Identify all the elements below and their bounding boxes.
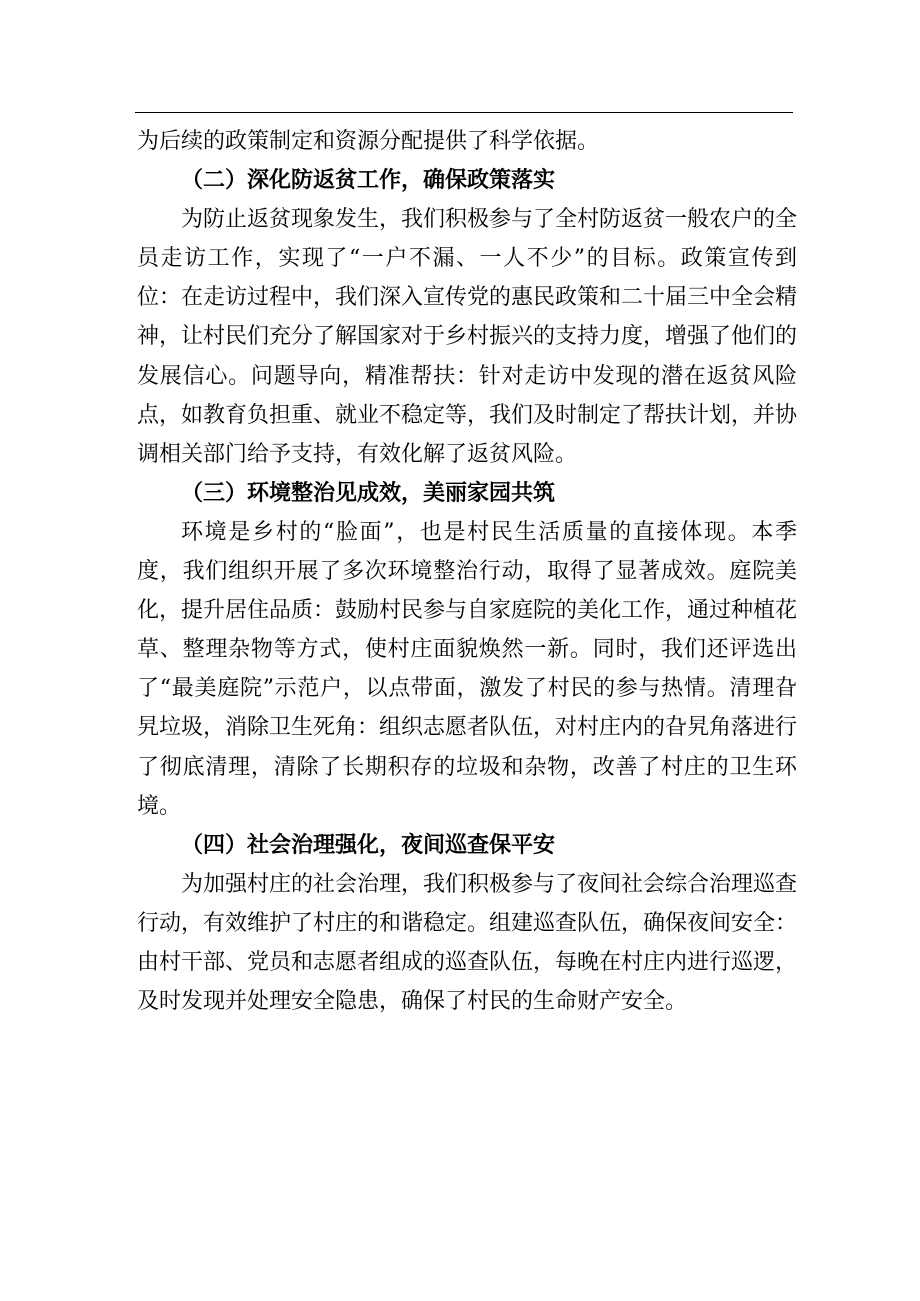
section-heading-4: （四）社会治理强化，夜间巡查保平安: [181, 832, 556, 858]
section-heading-3: （三）环境整治见成效，美丽家园共筑: [181, 480, 556, 506]
continuation-paragraph: 为后续的政策制定和资源分配提供了科学依据。: [137, 129, 600, 154]
section-body-4: 为加强村庄的社会治理，我们积极参与了夜间社会综合治理巡查行动，有效维护了村庄的和谐稳定。组建巡查队伍，确保夜间安全：由村干部、党员和志愿者组成的巡查队伍，每晚在村庄内进行巡逻，及时发现并处理安全隐患，确保了村民的生命财产安全。: [137, 871, 798, 1015]
section-body-3: 环境是乡村的“脸面”，也是村民生活质量的直接体现。本季度，我们组织开展了多次环境整治行动，取得了显著成效。庭院美化，提升居住品质：鼓励村民参与自家庭院的美化工作，通过种植花草、整理杂物等方式，使村庄面貌焕然一新。同时，我们还评选出了“最美庭院”示范户，以点带面，激发了村民的参与热情。清理旮旯垃圾，消除卫生死角：组织志愿者队伍，对村庄内的旮旯角落进行了彻底清理，清除了长期积存的垃圾和杂物，改善了村庄的卫生环境。: [137, 519, 798, 819]
document-body: [137, 122, 797, 1021]
section-body-2: 为防止返贫现象发生，我们积极参与了全村防返贫一般农户的全员走访工作，实现了“一户不漏、一人不少”的目标。政策宣传到位：在走访过程中，我们深入宣传党的惠民政策和二十届三中全会精神，让村民们充分了解国家对于乡村振兴的支持力度，增强了他们的发展信心。问题导向，精准帮扶：针对走访中发现的潜在返贫风险点，如教育负担重、就业不稳定等，我们及时制定了帮扶计划，并协调相关部门给予支持，有效化解了返贫风险。: [137, 207, 798, 467]
section-heading-2: （二）深化防返贫工作，确保政策落实: [181, 168, 556, 194]
header-rule: [135, 112, 793, 113]
